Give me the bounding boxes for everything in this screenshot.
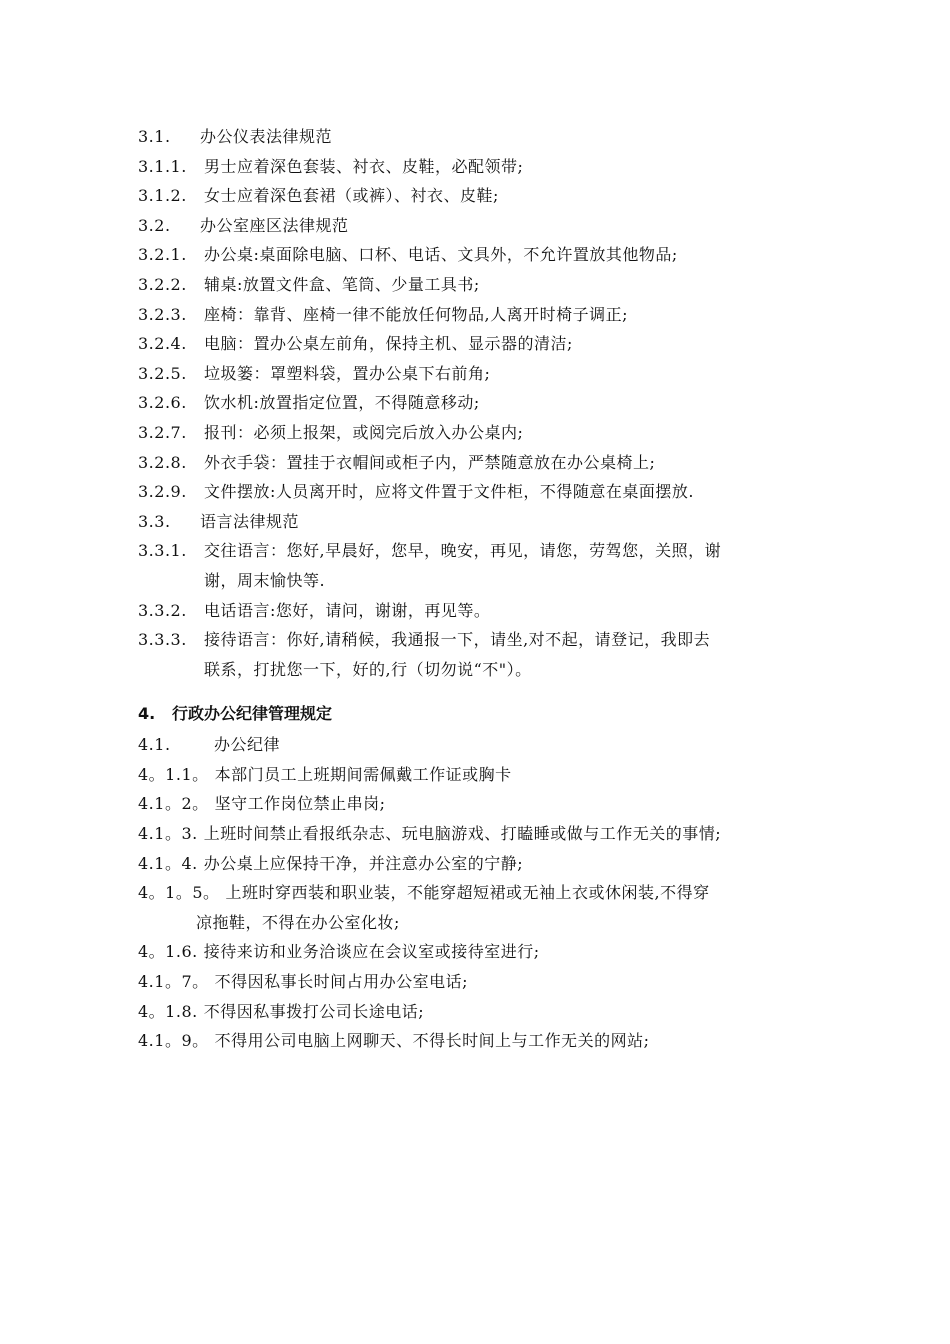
clause-text: 接待来访和业务洽谈应在会议室或接待室进行; (203, 942, 540, 962)
clause-4-1-6 (138, 937, 818, 967)
clause-number: 4。1.1。 (138, 764, 209, 784)
clause-number: 3.2.7. (138, 422, 187, 442)
section-number: 4. (138, 704, 156, 724)
clause-number: 4.1。9。 (138, 1031, 209, 1051)
clause-3-3 (138, 507, 818, 537)
clause-3-2-2 (138, 270, 818, 300)
clause-3-3-1-continuation: 谢，周末愉快等. (204, 570, 326, 590)
clause-3-3-3 (138, 625, 818, 655)
clause-number: 3.2.4. (138, 334, 187, 354)
clause-3-2-9 (138, 477, 818, 507)
clause-text: 办公室座区法律规范 (200, 215, 349, 235)
section-gap (138, 684, 818, 698)
clause-number: 4.1。2。 (138, 794, 209, 814)
clause-3-2-1 (138, 240, 818, 270)
clause-3-2-5 (138, 359, 818, 389)
clause-text: 办公桌:桌面除电脑、口杯、电话、文具外，不允许置放其他物品; (204, 245, 678, 265)
clause-3-1 (138, 122, 818, 152)
clause-3-2-3 (138, 300, 818, 330)
clause-number: 3.2.8. (138, 452, 187, 472)
clause-number: 4.1. (138, 735, 171, 755)
clause-4-1-7 (138, 967, 818, 997)
clause-number: 3.3.1. (138, 541, 187, 561)
clause-number: 3.2.6. (138, 393, 187, 413)
clause-number: 4。1.8. (138, 1001, 198, 1021)
clause-text: 女士应着深色套裙（或裤）、衬衣、皮鞋; (204, 186, 499, 206)
clause-3-2 (138, 211, 818, 241)
clause-number: 3.2.9. (138, 482, 187, 502)
clause-text: 交往语言：您好,早晨好，您早，晚安，再见，请您，劳驾您，关照，谢 (204, 541, 722, 561)
clause-3-2-4 (138, 329, 818, 359)
clause-number: 4.1。7。 (138, 972, 209, 992)
clause-3-2-8 (138, 448, 818, 478)
clause-text: 垃圾篓：罩塑料袋，置办公桌下右前角; (204, 363, 491, 383)
clause-3-1-1 (138, 152, 818, 182)
clause-4-1-1 (138, 760, 818, 790)
clause-3-2-6 (138, 388, 818, 418)
clause-number: 3.1. (138, 127, 171, 146)
clause-number: 3.1.2. (138, 186, 187, 206)
clause-number: 3.2.5. (138, 363, 187, 383)
clause-text: 坚守工作岗位禁止串岗; (214, 794, 386, 814)
clause-text: 上班时穿西装和职业装，不能穿超短裙或无袖上衣或休闲装,不得穿 (225, 883, 710, 903)
document-body (138, 122, 818, 1056)
clause-number: 3.3. (138, 511, 171, 531)
clause-3-3-1 (138, 536, 818, 566)
clause-number: 3.2. (138, 215, 171, 235)
clause-text: 不得用公司电脑上网聊天、不得长时间上与工作无关的网站; (214, 1031, 650, 1051)
clause-number: 3.2.1. (138, 245, 187, 265)
clause-text: 电脑：置办公桌左前角，保持主机、显示器的清洁; (204, 334, 573, 354)
clause-text: 男士应着深色套装、衬衣、皮鞋，必配领带; (204, 156, 524, 176)
clause-number: 4。1.6. (138, 942, 198, 962)
clause-text: 办公桌上应保持干净，并注意办公室的宁静; (203, 853, 524, 873)
clause-text: 办公纪律 (214, 735, 281, 755)
clause-text: 不得因私事拨打公司长途电话; (203, 1001, 425, 1021)
clause-4-1-5-continuation: 凉拖鞋，不得在办公室化妆; (196, 912, 400, 932)
clause-text: 文件摆放:人员离开时，应将文件置于文件柜，不得随意在桌面摆放. (204, 482, 694, 502)
clause-number: 4.1。4. (138, 853, 198, 873)
clause-4-1-2 (138, 789, 818, 819)
clause-4-1-4 (138, 849, 818, 879)
clause-4-1-8 (138, 997, 818, 1027)
clause-3-1-2 (138, 181, 818, 211)
clause-text: 语言法律规范 (200, 511, 300, 531)
clause-number: 3.2.3. (138, 304, 187, 324)
clause-text: 外衣手袋：置挂于衣帽间或柜子内，严禁随意放在办公桌椅上; (204, 452, 656, 472)
clause-text: 电话语言:您好，请问，谢谢，再见等。 (204, 600, 491, 620)
clause-number: 3.3.3. (138, 630, 187, 650)
section-title: 行政办公纪律管理规定 (172, 704, 333, 724)
clause-text: 辅桌:放置文件盒、笔筒、少量工具书; (204, 274, 480, 294)
clause-text: 上班时间禁止看报纸杂志、玩电脑游戏、打瞌睡或做与工作无关的事情; (203, 824, 722, 844)
clause-4-1-5 (138, 878, 818, 908)
clause-number: 3.2.2. (138, 274, 187, 294)
clause-4-1 (138, 730, 818, 760)
clause-4-1-3 (138, 819, 818, 849)
clause-text: 不得因私事长时间占用办公室电话; (214, 972, 469, 992)
clause-text: 座椅：靠背、座椅一律不能放任何物品,人离开时椅子调正; (204, 304, 628, 324)
clause-number: 4.1。3. (138, 824, 198, 844)
clause-number: 3.3.2. (138, 600, 187, 620)
clause-3-3-2 (138, 596, 818, 626)
clause-3-2-7 (138, 418, 818, 448)
clause-text: 接待语言：你好,请稍候，我通报一下，请坐,对不起，请登记，我即去 (204, 630, 711, 650)
clause-number: 3.1.1. (138, 156, 187, 176)
clause-4-1-9 (138, 1026, 818, 1056)
clause-text: 饮水机:放置指定位置，不得随意移动; (204, 393, 480, 413)
clause-text: 办公仪表法律规范 (200, 127, 333, 146)
clause-text: 报刊：必须上报架，或阅完后放入办公桌内; (204, 422, 524, 442)
clause-number: 4。1。5。 (138, 883, 220, 903)
clause-3-3-3-continuation: 联系，打扰您一下，好的,行（切勿说“不"）。 (204, 659, 532, 679)
section-4-heading (138, 698, 818, 730)
clause-text: 本部门员工上班期间需佩戴工作证或胸卡 (214, 764, 512, 784)
